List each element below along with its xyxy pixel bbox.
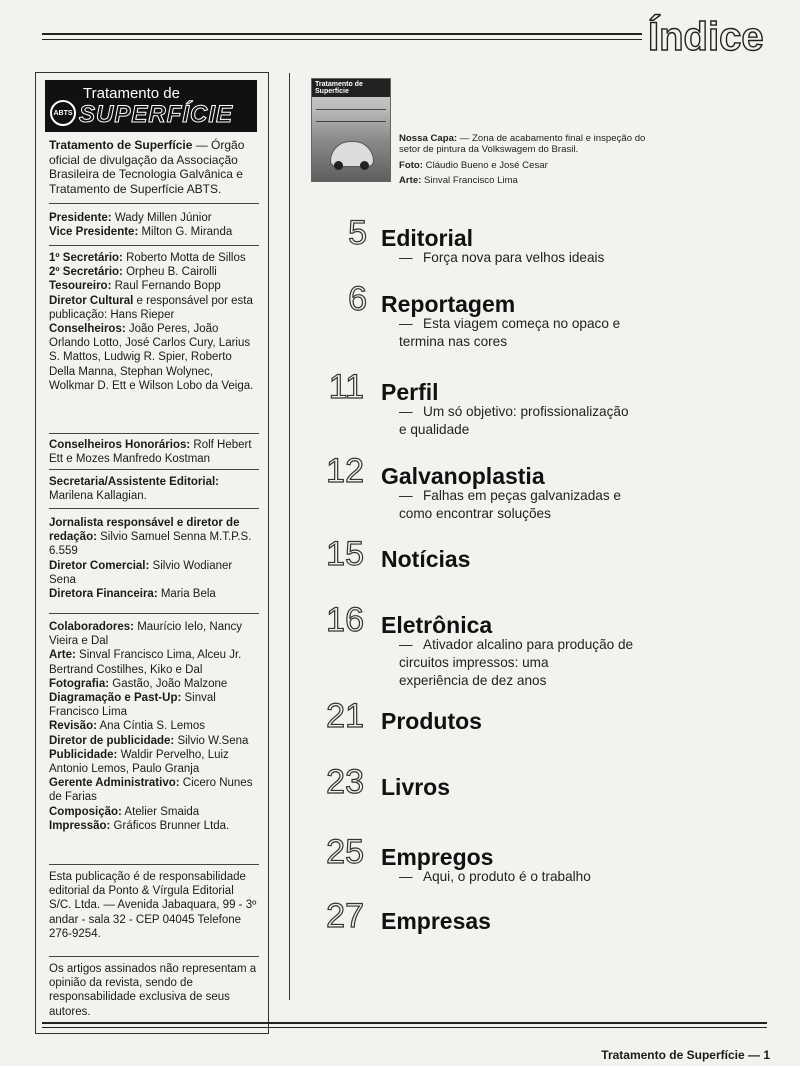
index-description-line [399,636,633,654]
masthead-separator [49,864,259,865]
credit-names: Orpheu B. Cairolli [122,266,217,279]
masthead-separator [49,469,259,470]
cover-caption [399,133,659,187]
credit-role: Publicidade: [49,748,118,761]
credit-names: Cicero Nunes de Farias [49,777,253,804]
masthead-editorial [49,516,259,601]
credit-role: Gerente Administrativo: [49,777,180,790]
credit-names: João Peres, João Orlando Lotto, José Carlos Cury, Larius S. Mattos, Ludwig R. Spier, Roberto Della Manna, Stephan Wolynec, Wolkmar D. Ett e Wilson Lobo da Veiga. [49,323,254,392]
credit-role: Diagramação e Past-Up: [49,692,182,705]
masthead-credit [49,322,259,393]
caption-line [399,175,659,186]
masthead-separator [49,203,259,204]
index-section-title[interactable]: Empresas [381,908,491,934]
masthead-board [49,211,259,239]
index-description-line [399,249,604,267]
masthead-intro [49,138,259,196]
masthead-credit [49,475,259,503]
credit-names: Gráficos Brunner Ltda. [110,819,230,832]
index-page-number: 25 [326,833,364,871]
page-title: Índice [648,15,764,59]
footer-rule [42,1022,767,1024]
credit-names: Sinval Francisco Lima, Alceu Jr. Bertrand Costilhes, Kiko e Dal [49,649,242,676]
credit-role: Tesoureiro: [49,280,112,293]
masthead-credit [49,225,259,239]
credit-role: Jornalista responsável e diretor de redação: [49,517,240,544]
credit-role: Conselheiros: [49,323,126,336]
cover-logo-band [312,79,390,97]
credit-role: 2º Secretário: [49,266,123,279]
index-section-title[interactable]: Empregos [381,844,494,870]
credit-role: Diretor Cultural [49,294,134,307]
masthead-credit [49,265,259,279]
masthead-directors [49,251,259,393]
masthead-secretary [49,475,259,503]
masthead-credit [49,620,259,648]
masthead-credit [49,279,259,293]
dash-marker: — [399,488,413,503]
logo-main-text: SUPERFÍCIE [79,101,234,128]
credit-role: Revisão: [49,720,97,733]
header-rule [42,33,642,35]
masthead-credit [49,677,259,691]
masthead-credit [49,294,259,322]
description-text: Aqui, o produto é o trabalho [423,869,591,884]
dash-marker: — [399,250,413,265]
credit-names: Roberto Motta de Sillos [122,252,246,264]
credit-names: Rolf Hebert Ett e Mozes Manfredo Kostman [49,439,252,466]
masthead-credit [49,748,259,776]
index-description-line [399,654,549,672]
description-text: como encontrar soluções [399,506,551,521]
credit-role: Diretor de publicidade: [49,734,175,747]
masthead-credit [49,211,259,225]
index-description-line [399,868,591,886]
cover-thumbnail [311,78,391,182]
index-section-title[interactable]: Produtos [381,708,482,734]
description-text: circuitos impressos: uma [399,655,549,670]
masthead-credit [49,438,259,466]
credit-role: Diretor Comercial: [49,559,150,572]
caption-line [399,133,659,156]
dash-marker: — [399,637,413,652]
credit-role: Composição: [49,805,122,818]
index-section-title[interactable]: Livros [381,774,451,800]
caption-label: Arte: [399,175,422,187]
masthead-credit [49,776,259,804]
index-page-number: 27 [326,897,364,935]
description-text: e qualidade [399,422,470,437]
footer-rule-thin [42,1027,767,1028]
wheel-icon [334,161,343,170]
index-section-title[interactable]: Editorial [381,225,474,251]
masthead-disclaimer: Os artigos assinados não representam a opinião da revista, sendo de responsabilidade exclusiva de seus autores. [49,963,257,1018]
credit-role: Arte: [49,649,76,662]
index-page-number: 21 [326,697,364,735]
index-section-title[interactable]: Perfil [381,379,439,405]
index-page-number: 16 [326,601,364,639]
credit-role: Conselheiros Honorários: [49,439,191,451]
dash-marker: — [399,869,413,884]
credit-role: Presidente: [49,212,112,224]
description-text: Ativador alcalino para produção de [423,637,634,652]
cover-line [316,121,386,122]
abts-badge-icon: ABTS [50,100,76,126]
caption-label: Nossa Capa: [399,133,458,144]
credit-role: Secretaria/Assistente Editorial: [49,476,220,488]
credit-names: Gastão, João Malzone [109,677,228,690]
credit-role: Vice Presidente: [49,226,139,239]
logo-top-text: Tratamento de [83,85,180,102]
masthead-credit [49,734,259,748]
credit-role: Diretora Financeira: [49,588,158,601]
dash-marker: — [399,316,413,331]
index-description-line [399,505,551,523]
index-description-line [399,403,629,421]
masthead-separator [49,245,259,246]
index-description-line [399,672,546,690]
credit-names: Sinval Francisco Lima [49,692,216,719]
index-description-line [399,421,469,439]
credit-names: Wady Millen Júnior [111,212,212,224]
magazine-logo [45,80,257,132]
masthead-credit [49,648,259,676]
masthead-separator [49,613,259,614]
masthead-credit [49,251,259,265]
masthead-magazine-name: Tratamento de Superfície [49,138,193,152]
masthead-credit [49,559,259,587]
caption-text: Sinval Francisco Lima [421,175,518,187]
index-section-title[interactable]: Eletrônica [381,612,493,638]
index-page-number: 15 [326,535,364,573]
credit-names: Silvio W.Sena [174,734,249,747]
caption-label: Foto: [399,159,423,171]
masthead-credit [49,587,259,601]
index-section-title[interactable]: Galvanoplastia [381,463,545,489]
masthead-intro-text: — Órgão oficial de divulgação da Associação Brasileira de Tecnologia Galvânica e Tratamento de Superfície ABTS. [49,138,245,196]
caption-line [399,160,659,171]
index-page-number: 12 [326,452,364,490]
credit-names: Atelier Smaida [121,805,200,818]
index-page-number: 5 [348,214,367,252]
credit-names: Waldir Pervelho, Luiz Antonio Lemos, Paulo Granja [49,748,229,776]
credit-names: Ana Cíntia S. Lemos [96,720,205,733]
description-text: experiência de dez anos [399,673,547,688]
index-section-title[interactable]: Notícias [381,546,471,572]
description-text: Falhas em peças galvanizadas e [423,488,621,503]
cover-thumb-title: Tratamento de Superfície [315,81,363,95]
credit-names: Maurício Ielo, Nancy Vieira e Dal [49,621,243,648]
index-page-number: 6 [348,280,367,318]
credit-names: Silvio Wodianer Sena [49,559,233,586]
credit-names: Silvio Samuel Senna M.T.P.S. 6.559 [49,531,252,558]
cover-line [316,109,386,110]
credit-names: Marilena Kallagian. [49,490,147,503]
index-section-title[interactable]: Reportagem [381,291,516,317]
page-footer: Tratamento de Superfície — 1 [601,1048,770,1062]
index-page-number: 23 [326,763,364,801]
index-description-line [399,315,620,333]
index-description-line [399,333,507,351]
masthead-credit [49,719,259,733]
masthead-separator [49,433,259,434]
caption-text: Cláudio Bueno e José Cesar [422,159,548,171]
masthead-separator [49,508,259,509]
masthead-credit [49,819,259,833]
wheel-icon [360,161,369,170]
credit-names: Maria Bela [157,588,216,601]
credit-role: Colaboradores: [49,621,134,633]
masthead-credit [49,516,259,559]
masthead-staff [49,620,259,833]
description-text: Esta viagem começa no opaco e [423,316,621,331]
masthead-separator [49,956,259,957]
credit-role: Fotografia: [49,677,110,690]
credit-names: Milton G. Miranda [138,226,233,239]
index-page-number: 11 [328,368,364,406]
masthead-legal: Esta publicação é de responsabilidade editorial da Ponto & Vírgula Editorial S/C. Ltda. — Avenida Jabaquara, 99 - 3º andar - sala 32 - CEP 04045 Telefone 276-9254. [49,871,257,940]
credit-names: Raul Fernando Bopp [111,280,221,293]
masthead-honorary [49,438,259,466]
credit-names: e responsável por esta publicação: Hans Rieper [49,294,253,321]
header-rule-thin [42,39,642,40]
credit-role: Impressão: [49,819,111,832]
caption-text: — Zona de acabamento final e inspeção do setor de pintura da Volkswagem do Brasil. [399,133,646,156]
column-divider [289,73,290,1000]
dash-marker: — [399,404,413,419]
description-text: termina nas cores [399,334,508,349]
masthead-credit [49,691,259,719]
description-text: Um só objetivo: profissionalização [423,404,629,419]
description-text: Força nova para velhos ideais [423,250,605,265]
masthead-credit [49,805,259,819]
credit-role: 1º Secretário: [49,252,123,264]
index-description-line [399,487,621,505]
